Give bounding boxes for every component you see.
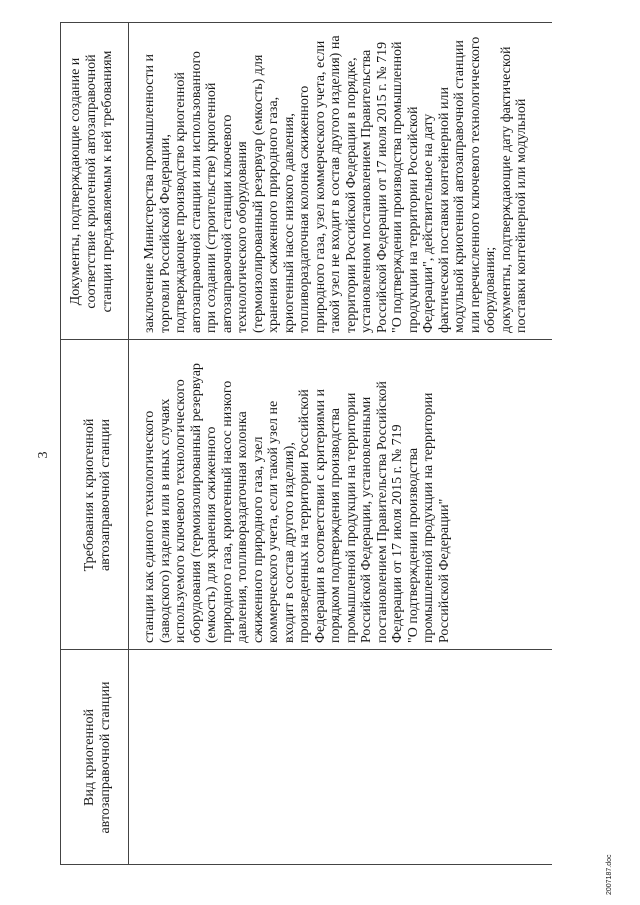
text-line: (заводского) изделия или в иных случаях: [157, 398, 173, 643]
text-line: природного газа, криогенный насос низкого: [219, 380, 235, 643]
text-line: автозаправочной станции ключевого: [219, 114, 235, 333]
text-line: порядком подтверждения производства: [328, 408, 343, 643]
text-line: используемого ключевого технологического: [173, 379, 188, 643]
table-border-top: [60, 23, 61, 865]
table-divider-1: [60, 649, 552, 650]
text-line: (термоизолированный резервуар (емкость) для: [250, 54, 266, 333]
requirements-cell: [142, 363, 452, 643]
text-line: оборудования (термоизолированный резервуар: [188, 363, 204, 643]
text-line: Российской Федерации": [436, 498, 452, 643]
text-line: торговли Российской Федерации,: [157, 134, 173, 333]
text-line: криогенный насос низкого давления,: [281, 113, 297, 333]
text-line: топливораздаточная колонка сжиженного: [297, 85, 312, 333]
text-line: природного газа, узел коммерческого учета, если: [312, 40, 328, 333]
text-line: продукции на территории Российской: [405, 106, 421, 333]
table-header-divider: [128, 23, 129, 865]
text-line: Российской Федерации от 17 июля 2015 г. № 719: [374, 41, 390, 333]
text-line: автозаправочной станции или использованного: [188, 51, 204, 333]
text-line: (емкость) для хранения сжиженного: [204, 426, 219, 643]
header-type: Вид криогенной автозаправочной станции: [82, 681, 113, 834]
header-documents: Документы, подтверждающие создание и соответствие криогенной автозаправочной станции предъявляемым к ней требованиям: [68, 50, 115, 313]
text-line: "О подтверждении производства: [405, 447, 421, 643]
text-line: станции как единого технологического: [142, 410, 157, 643]
text-line: модульной криогенной автозаправочной станции: [452, 40, 467, 333]
text-line: технологического оборудования: [235, 141, 250, 333]
text-line: заключение Министерства промышленности и: [142, 54, 157, 333]
text-line: промышленной продукции на территории: [343, 392, 359, 643]
text-line: Федерации", действительное на дату: [421, 113, 436, 333]
table-divider-2: [60, 339, 552, 340]
text-line: при создании (строительстве) криогенной: [204, 82, 219, 333]
text-line: произведенных на территории Российской: [297, 389, 312, 643]
text-line: постановлением Правительства Российской: [374, 381, 390, 643]
text-line: фактической поставки контейнерной или: [436, 87, 452, 333]
text-line: оборудования;: [483, 246, 498, 333]
text-line: установленном постановлением Правительства: [359, 49, 374, 333]
text-line: Федерации в соответствии с критериями и: [312, 389, 328, 643]
page-number: 3: [36, 451, 51, 459]
text-line: Российской Федерации, установленными: [359, 396, 374, 643]
text-line: подтверждающее производство криогенной: [173, 72, 188, 333]
document-code: 2007187.doc: [606, 854, 613, 895]
text-line: документы, подтверждающие дату фактической: [498, 46, 514, 333]
text-line: поставки контейнерной или модульной: [514, 98, 529, 333]
text-line: хранения сжиженного природного газа,: [266, 96, 281, 333]
text-line: входит в состав другого изделия),: [281, 442, 297, 643]
text-line: или перечисленного ключевого технологического: [467, 36, 483, 333]
table-border-left: [60, 864, 552, 865]
text-line: сжиженного природного газа, узел: [250, 436, 266, 643]
text-line: Федерации от 17 июля 2015 г. № 719: [390, 424, 405, 643]
text-line: территории Российской Федерации в порядке,: [343, 57, 359, 333]
text-line: такой узел не входит в состав другого изделия) на: [328, 35, 343, 333]
text-line: коммерческого учета, если такой узел не: [266, 400, 281, 643]
header-requirements: Требования к криогенной автозаправочной станции: [82, 418, 113, 572]
text-line: давления, топливораздаточная колонка: [235, 411, 250, 643]
table-border-right: [60, 22, 552, 23]
documents-cell: [142, 35, 530, 333]
text-line: "О подтверждении производства промышленной: [390, 41, 405, 333]
text-line: промышленной продукции на территории: [421, 392, 436, 643]
